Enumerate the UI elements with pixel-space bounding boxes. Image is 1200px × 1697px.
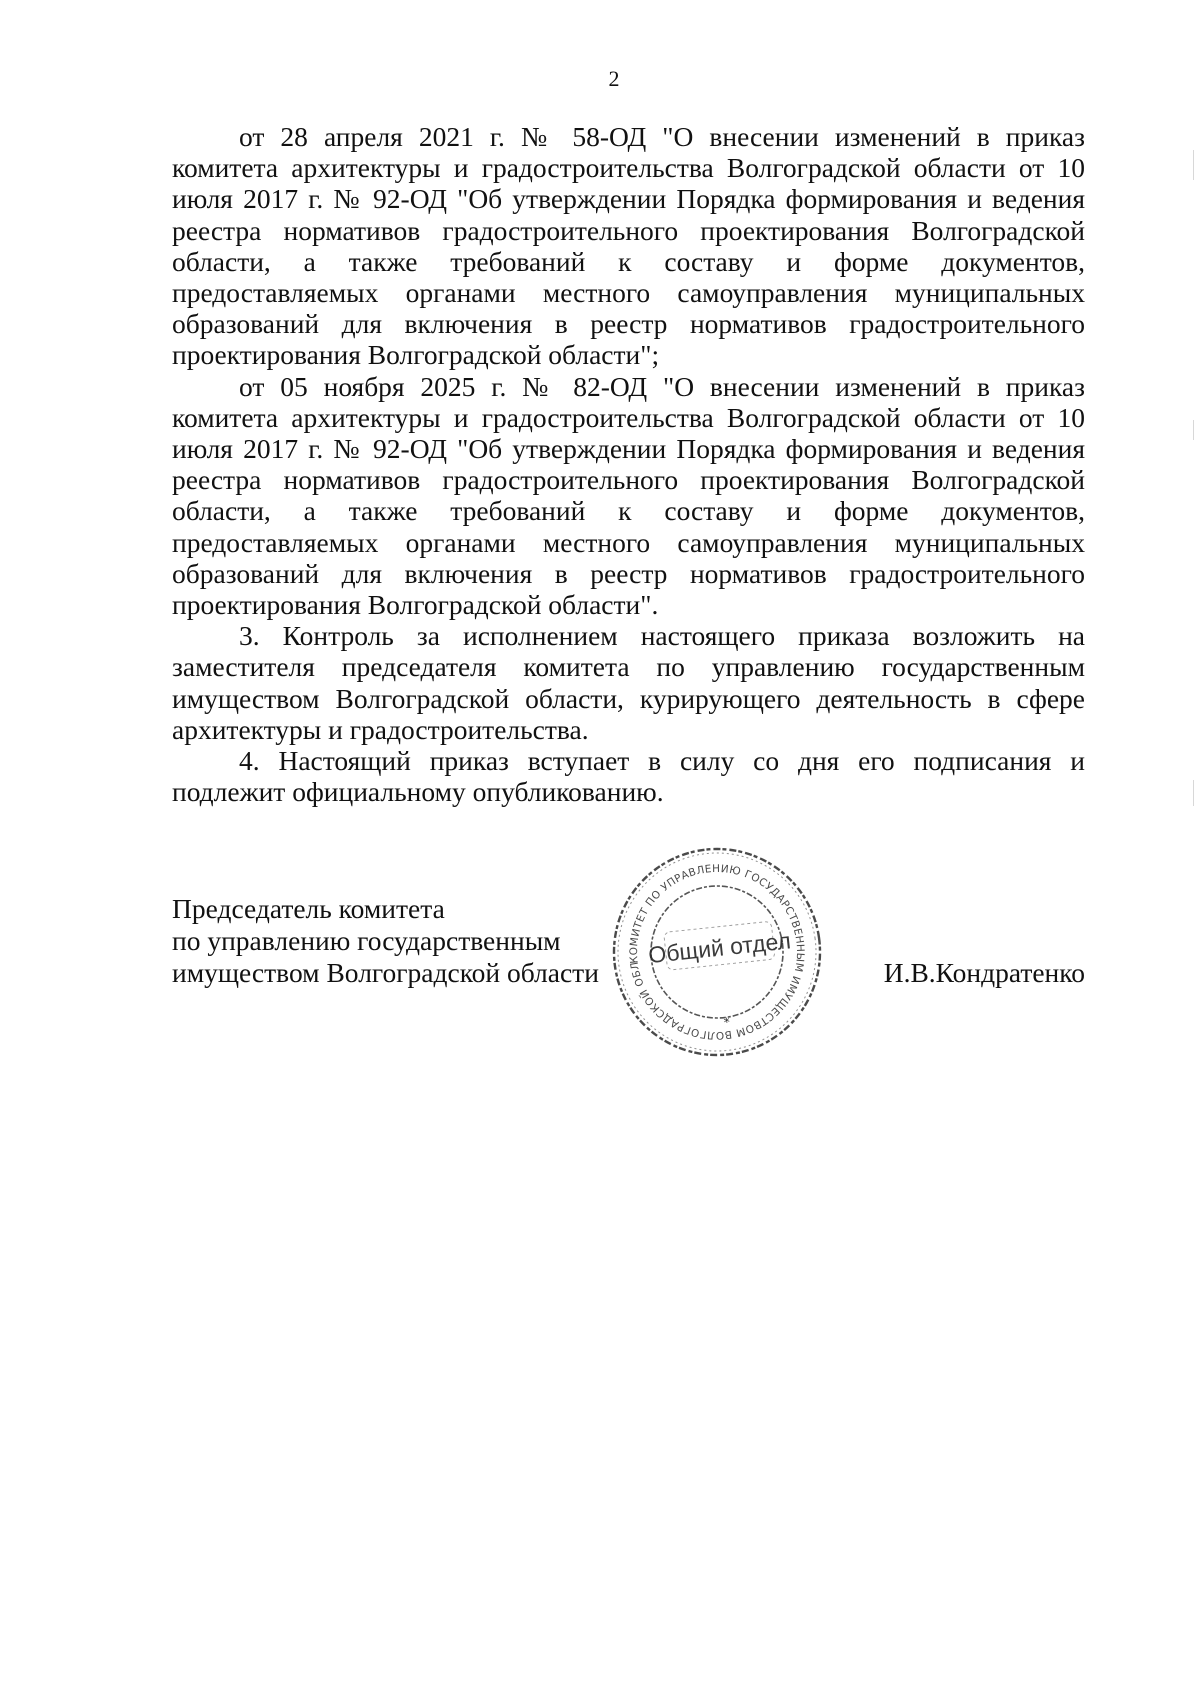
order-body	[172, 121, 1085, 807]
scan-artifact	[1193, 150, 1194, 180]
official-stamp	[608, 843, 826, 1061]
paragraph-amendment-2025: от 05 ноября 2025 г. № 82-ОД "О внесении изменений в приказ комитета архитектуры и градостроительства Волгоградской области от 10 июля 2017 г. № 92-ОД "Об утверждении Порядка формирования и ведения реестра нормативов градостроительного проектирования Волгоградской области, а также требований к составу и форме документов, предоставляемых органами местного самоуправления муниципальных образований для включения в реестр нормативов градостроительного проектирования Волгоградской области".	[172, 370, 1085, 621]
signatory-name: И.В.Кондратенко	[883, 957, 1085, 988]
stamp-star: *	[722, 1014, 731, 1030]
stamp-center-text: Общий отдел	[647, 927, 793, 969]
stamp-ring-text: КОМИТЕТ ПО УПРАВЛЕНИЮ ГОСУДАРСТВЕННЫМ ИМУЩЕСТВОМ ВОЛГОГРАДСКОЙ ОБЛАСТИ	[627, 862, 807, 1042]
paragraph-effective-date: 4. Настоящий приказ вступает в силу со дня его подписания и подлежит официальному опубликованию.	[172, 745, 1085, 808]
paragraph-amendment-2021: от 28 апреля 2021 г. № 58-ОД "О внесении изменений в приказ комитета архитектуры и градостроительства Волгоградской области от 10 июля 2017 г. № 92-ОД "Об утверждении Порядка формирования и ведения реестра нормативов градостроительного проектирования Волгоградской области, а также требований к составу и форме документов, предоставляемых органами местного самоуправления муниципальных образований для включения в реестр нормативов градостроительного проектирования Волгоградской области";	[172, 121, 1085, 371]
signatory-title-line: Председатель комитета	[172, 893, 445, 924]
scan-artifact	[1193, 780, 1194, 806]
signatory-title-line: по управлению государственным	[172, 925, 561, 956]
scan-artifact	[1193, 420, 1194, 440]
paragraph-control: 3. Контроль за исполнением настоящего приказа возложить на заместителя председателя комитета по управлению государственным имуществом Волгоградской области, курирующего деятельность в сфере архитектуры и градостроительства.	[172, 620, 1085, 745]
page-number: 2	[608, 66, 620, 91]
signatory-title-line: имуществом Волгоградской области	[172, 957, 599, 988]
